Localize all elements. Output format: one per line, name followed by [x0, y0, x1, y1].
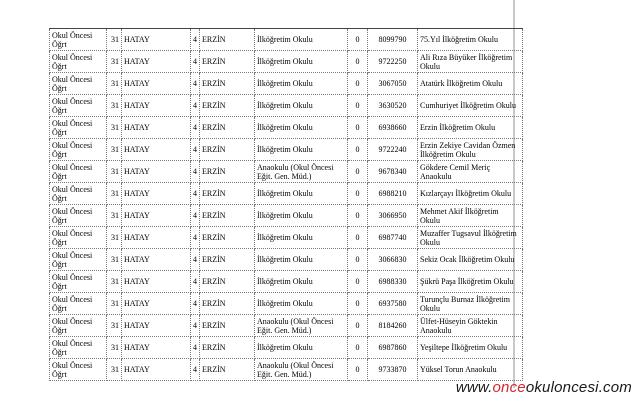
cell-position-type: Okul Öncesi Öğrt	[50, 205, 107, 227]
table-row	[50, 293, 523, 315]
cell-city: HATAY	[122, 29, 191, 51]
cell-district: ERZİN	[200, 29, 255, 51]
cell-school-type: Anaokulu (Okul Öncesi Eğit. Gen. Müd.)	[255, 359, 348, 381]
cell-district: ERZİN	[200, 73, 255, 95]
cell-school-name: Yüksel Torun Anaokulu	[418, 359, 523, 381]
watermark-prefix: www.	[455, 379, 493, 396]
cell-district: ERZİN	[200, 315, 255, 337]
cell-plate-code: 31	[107, 293, 122, 315]
table-row	[50, 29, 523, 51]
table-row	[50, 227, 523, 249]
cell-city: HATAY	[122, 359, 191, 381]
cell-city: HATAY	[122, 95, 191, 117]
cell-district: ERZİN	[200, 359, 255, 381]
table-row	[50, 51, 523, 73]
cell-district: ERZİN	[200, 161, 255, 183]
cell-district: ERZİN	[200, 337, 255, 359]
table-row	[50, 95, 523, 117]
cell-number: 4	[191, 249, 200, 271]
cell-school-name: Erzin İlköğretim Okulu	[418, 117, 523, 139]
cell-school-name: Kızlarçayı İlköğretim Okulu	[418, 183, 523, 205]
cell-school-name: Sekiz Ocak İlköğretim Okulu	[418, 249, 523, 271]
cell-institution-code: 8184260	[368, 315, 418, 337]
site-watermark	[456, 379, 632, 396]
cell-school-type: İlköğretim Okulu	[255, 139, 348, 161]
cell-plate-code: 31	[107, 183, 122, 205]
cell-number: 4	[191, 161, 200, 183]
cell-district: ERZİN	[200, 205, 255, 227]
cell-school-name: Gökdere Cemil Meriç Anaokulu	[418, 161, 523, 183]
cell-district: ERZİN	[200, 271, 255, 293]
cell-quota: 0	[348, 95, 368, 117]
cell-school-type: Anaokulu (Okul Öncesi Eğit. Gen. Müd.)	[255, 315, 348, 337]
cell-quota: 0	[348, 205, 368, 227]
cell-city: HATAY	[122, 227, 191, 249]
cell-position-type: Okul Öncesi Öğrt	[50, 29, 107, 51]
cell-number: 4	[191, 29, 200, 51]
watermark-accent: once	[492, 379, 526, 396]
cell-quota: 0	[348, 337, 368, 359]
cell-institution-code: 3067050	[368, 73, 418, 95]
cell-city: HATAY	[122, 293, 191, 315]
cell-institution-code: 9722250	[368, 51, 418, 73]
cell-school-type: İlköğretim Okulu	[255, 271, 348, 293]
cell-number: 4	[191, 315, 200, 337]
cell-plate-code: 31	[107, 73, 122, 95]
cell-plate-code: 31	[107, 205, 122, 227]
cell-school-name: Cumhuriyet İlköğretim Okulu	[418, 95, 523, 117]
cell-number: 4	[191, 183, 200, 205]
cell-quota: 0	[348, 183, 368, 205]
cell-position-type: Okul Öncesi Öğrt	[50, 359, 107, 381]
cell-plate-code: 31	[107, 51, 122, 73]
cell-number: 4	[191, 205, 200, 227]
cell-institution-code: 9733870	[368, 359, 418, 381]
cell-position-type: Okul Öncesi Öğrt	[50, 51, 107, 73]
cell-position-type: Okul Öncesi Öğrt	[50, 139, 107, 161]
cell-position-type: Okul Öncesi Öğrt	[50, 249, 107, 271]
cell-institution-code: 8099790	[368, 29, 418, 51]
cell-institution-code: 6987860	[368, 337, 418, 359]
table-row	[50, 337, 523, 359]
cell-number: 4	[191, 95, 200, 117]
school-table	[49, 28, 523, 381]
cell-quota: 0	[348, 271, 368, 293]
watermark-suffix: okuloncesi.com	[525, 379, 632, 396]
cell-institution-code: 6987740	[368, 227, 418, 249]
cell-school-type: İlköğretim Okulu	[255, 227, 348, 249]
cell-school-type: İlköğretim Okulu	[255, 183, 348, 205]
cell-school-name: Atatürk İlköğretim Okulu	[418, 73, 523, 95]
cell-number: 4	[191, 117, 200, 139]
cell-number: 4	[191, 73, 200, 95]
cell-city: HATAY	[122, 249, 191, 271]
table-row	[50, 359, 523, 381]
cell-institution-code: 6988330	[368, 271, 418, 293]
cell-school-type: İlköğretim Okulu	[255, 293, 348, 315]
table-row	[50, 117, 523, 139]
cell-institution-code: 3066830	[368, 249, 418, 271]
cell-district: ERZİN	[200, 51, 255, 73]
cell-district: ERZİN	[200, 95, 255, 117]
cell-position-type: Okul Öncesi Öğrt	[50, 95, 107, 117]
cell-school-name: Erzin Zekiye Cavidan Özmen İlköğretim Okulu	[418, 139, 523, 161]
cell-position-type: Okul Öncesi Öğrt	[50, 315, 107, 337]
cell-plate-code: 31	[107, 359, 122, 381]
cell-institution-code: 6988210	[368, 183, 418, 205]
cell-position-type: Okul Öncesi Öğrt	[50, 161, 107, 183]
cell-plate-code: 31	[107, 139, 122, 161]
cell-position-type: Okul Öncesi Öğrt	[50, 337, 107, 359]
cell-number: 4	[191, 227, 200, 249]
cell-institution-code: 3630520	[368, 95, 418, 117]
cell-position-type: Okul Öncesi Öğrt	[50, 293, 107, 315]
cell-city: HATAY	[122, 161, 191, 183]
cell-city: HATAY	[122, 315, 191, 337]
cell-city: HATAY	[122, 139, 191, 161]
cell-school-type: İlköğretim Okulu	[255, 249, 348, 271]
cell-district: ERZİN	[200, 249, 255, 271]
cell-plate-code: 31	[107, 95, 122, 117]
table-row	[50, 139, 523, 161]
cell-district: ERZİN	[200, 183, 255, 205]
cell-city: HATAY	[122, 205, 191, 227]
table-row	[50, 315, 523, 337]
cell-school-name: Ülfet-Hüseyin Göktekin Anaokulu	[418, 315, 523, 337]
cell-position-type: Okul Öncesi Öğrt	[50, 227, 107, 249]
table-row	[50, 249, 523, 271]
table-row	[50, 161, 523, 183]
cell-number: 4	[191, 293, 200, 315]
cell-school-type: İlköğretim Okulu	[255, 205, 348, 227]
cell-institution-code: 9678340	[368, 161, 418, 183]
cell-city: HATAY	[122, 51, 191, 73]
cell-city: HATAY	[122, 117, 191, 139]
cell-school-type: İlköğretim Okulu	[255, 95, 348, 117]
cell-plate-code: 31	[107, 161, 122, 183]
cell-plate-code: 31	[107, 271, 122, 293]
cell-quota: 0	[348, 51, 368, 73]
cell-institution-code: 9722240	[368, 139, 418, 161]
cell-plate-code: 31	[107, 315, 122, 337]
cell-city: HATAY	[122, 183, 191, 205]
table-row	[50, 271, 523, 293]
cell-school-type: İlköğretim Okulu	[255, 29, 348, 51]
cell-school-type: İlköğretim Okulu	[255, 337, 348, 359]
cell-quota: 0	[348, 73, 368, 95]
table-row	[50, 205, 523, 227]
cell-quota: 0	[348, 249, 368, 271]
cell-position-type: Okul Öncesi Öğrt	[50, 117, 107, 139]
cell-quota: 0	[348, 359, 368, 381]
cell-quota: 0	[348, 315, 368, 337]
cell-number: 4	[191, 359, 200, 381]
cell-quota: 0	[348, 117, 368, 139]
cell-district: ERZİN	[200, 293, 255, 315]
cell-school-type: İlköğretim Okulu	[255, 117, 348, 139]
school-table-body	[50, 29, 523, 381]
cell-institution-code: 3066950	[368, 205, 418, 227]
cell-plate-code: 31	[107, 249, 122, 271]
cell-number: 4	[191, 139, 200, 161]
cell-school-type: İlköğretim Okulu	[255, 51, 348, 73]
cell-district: ERZİN	[200, 139, 255, 161]
cell-school-type: Anaokulu (Okul Öncesi Eğit. Gen. Müd.)	[255, 161, 348, 183]
cell-plate-code: 31	[107, 227, 122, 249]
table-row	[50, 183, 523, 205]
cell-position-type: Okul Öncesi Öğrt	[50, 73, 107, 95]
cell-position-type: Okul Öncesi Öğrt	[50, 271, 107, 293]
cell-city: HATAY	[122, 73, 191, 95]
cell-quota: 0	[348, 139, 368, 161]
cell-institution-code: 6938660	[368, 117, 418, 139]
cell-school-name: 75.Yıl İlköğretim Okulu	[418, 29, 523, 51]
cell-school-name: Ali Rıza Büyüker İlköğretim Okulu	[418, 51, 523, 73]
cell-city: HATAY	[122, 271, 191, 293]
cell-number: 4	[191, 337, 200, 359]
cell-plate-code: 31	[107, 29, 122, 51]
cell-institution-code: 6937580	[368, 293, 418, 315]
cell-plate-code: 31	[107, 117, 122, 139]
cell-quota: 0	[348, 29, 368, 51]
cell-district: ERZİN	[200, 227, 255, 249]
cell-district: ERZİN	[200, 117, 255, 139]
cell-school-name: Mehmet Akif İlköğretim Okulu	[418, 205, 523, 227]
cell-number: 4	[191, 271, 200, 293]
cell-number: 4	[191, 51, 200, 73]
cell-city: HATAY	[122, 337, 191, 359]
table-row	[50, 73, 523, 95]
cell-plate-code: 31	[107, 337, 122, 359]
cell-quota: 0	[348, 227, 368, 249]
cell-school-name: Şükrü Paşa İlköğretim Okulu	[418, 271, 523, 293]
cell-school-name: Yeşiltepe İlköğretim Okulu	[418, 337, 523, 359]
cell-school-name: Muzaffer Tugsavul İlköğretim Okulu	[418, 227, 523, 249]
cell-school-type: İlköğretim Okulu	[255, 73, 348, 95]
cell-quota: 0	[348, 161, 368, 183]
cell-position-type: Okul Öncesi Öğrt	[50, 183, 107, 205]
cell-school-name: Turunçlu Burnaz İlköğretim Okulu	[418, 293, 523, 315]
cell-quota: 0	[348, 293, 368, 315]
